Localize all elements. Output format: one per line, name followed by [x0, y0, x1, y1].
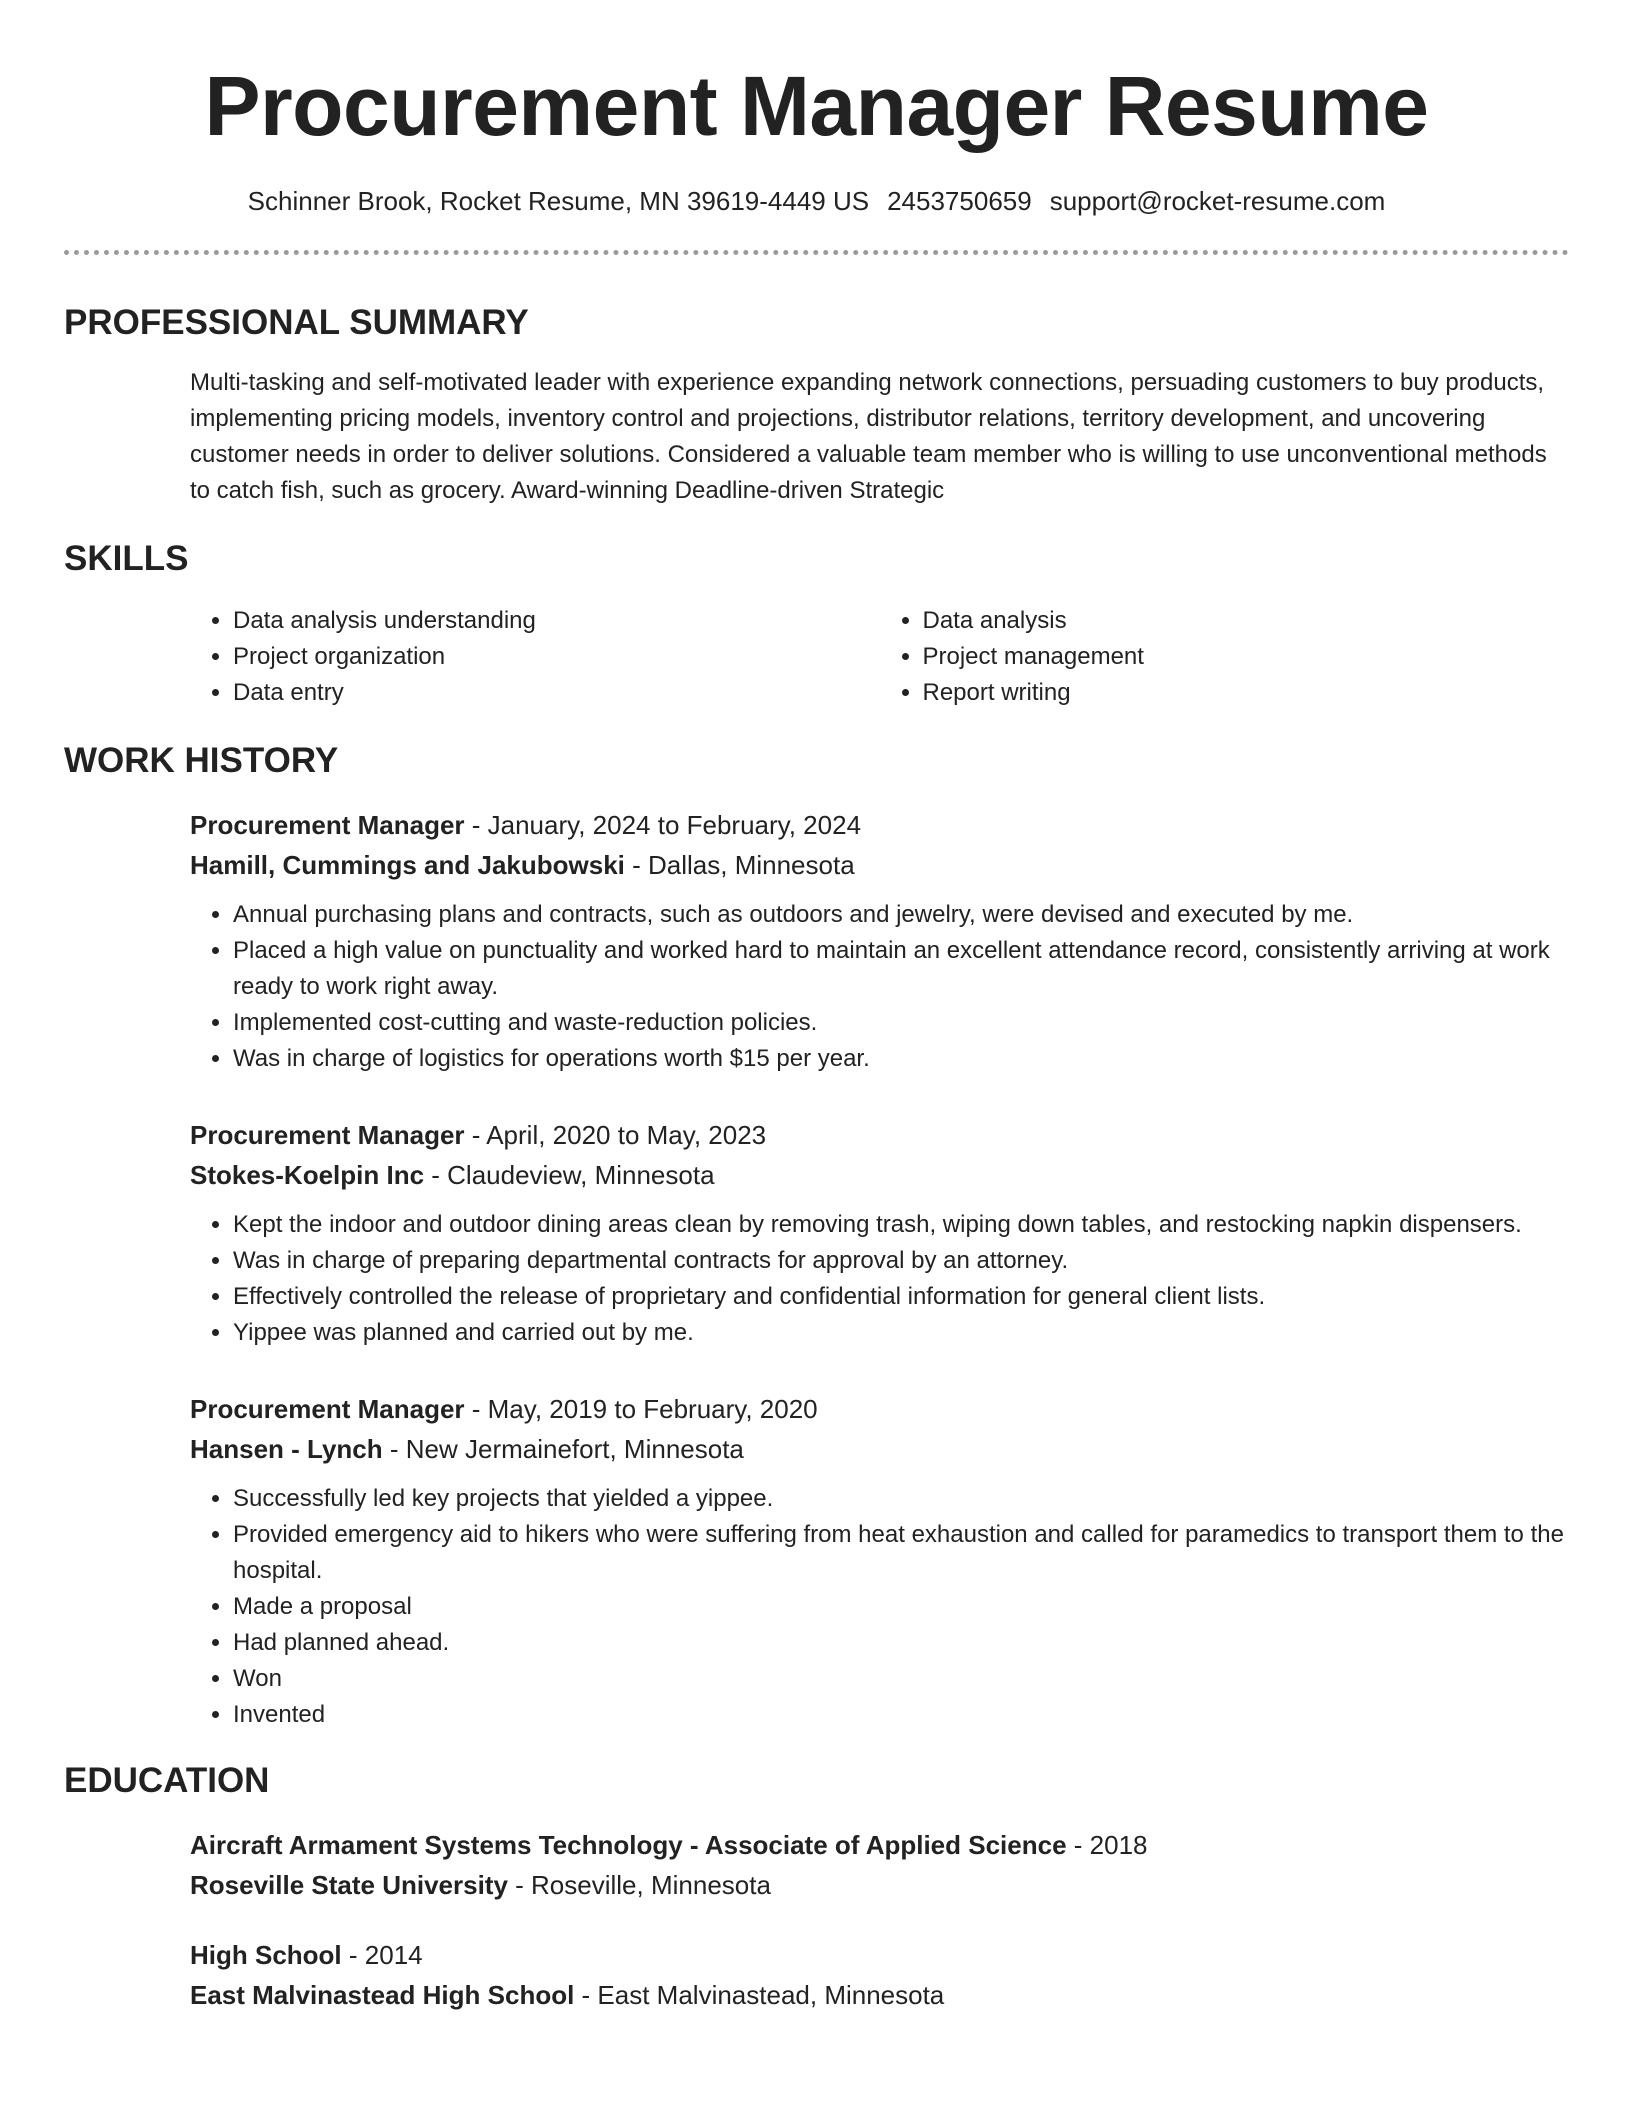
- job-bullets: [190, 1481, 1569, 1733]
- skill-item: • Data analysis understanding: [233, 603, 880, 639]
- separator: -: [382, 1434, 406, 1464]
- skill-item: • Project organization: [233, 639, 880, 675]
- job-location: Claudeview, Minnesota: [447, 1160, 715, 1190]
- job-company-line: [190, 1155, 1569, 1195]
- job-bullet: • Had planned ahead.: [233, 1625, 1569, 1661]
- job-entry: [190, 1115, 1569, 1351]
- contact-email: support@rocket-resume.com: [1049, 186, 1386, 216]
- summary-heading: PROFESSIONAL SUMMARY: [64, 303, 529, 342]
- separator: -: [464, 1394, 488, 1424]
- job-bullet: • Was in charge of preparing departmental contracts for approval by an attorney.: [233, 1243, 1569, 1279]
- separator: -: [1066, 1830, 1090, 1860]
- graduation-year: 2018: [1089, 1830, 1148, 1860]
- school-name: East Malvinastead High School: [190, 1980, 575, 2010]
- contact-line: [64, 186, 1569, 216]
- separator: -: [424, 1160, 448, 1190]
- skill-item: • Project management: [923, 639, 1570, 675]
- education-entry: [190, 1935, 1569, 2015]
- school-line: [190, 1975, 1569, 2015]
- job-location: New Jermainefort, Minnesota: [405, 1434, 744, 1464]
- job-title-line: [190, 1115, 1569, 1155]
- skills-heading: SKILLS: [64, 539, 189, 578]
- job-role: Procurement Manager: [190, 810, 465, 840]
- school-location: Roseville, Minnesota: [531, 1870, 771, 1900]
- job-bullet: • Kept the indoor and outdoor dining areas clean by removing trash, wiping down tables, and restocking napkin dispensers.: [233, 1207, 1569, 1243]
- separator: -: [574, 1980, 598, 2010]
- job-bullets: [190, 897, 1569, 1077]
- summary-text: Multi-tasking and self-motivated leader with experience expanding network connections, persuading customers to buy products, implementing pricing models, inventory control and projections, distributor relations, territory development, and uncovering customer needs in order to deliver solutions. Considered a valuable team member who is willing to use unconventional methods to catch fish, such as grocery. Award-winning Deadline-driven Strategic: [190, 369, 1547, 504]
- job-bullets: [190, 1207, 1569, 1351]
- skills-list-left: [190, 603, 880, 711]
- job-entry: [190, 805, 1569, 1077]
- job-bullet: • Annual purchasing plans and contracts, such as outdoors and jewelry, were devised and executed by me.: [233, 897, 1569, 933]
- job-bullet: • Implemented cost-cutting and waste-reduction policies.: [233, 1005, 1569, 1041]
- job-bullet: • Provided emergency aid to hikers who were suffering from heat exhaustion and called for paramedics to transport them to the hospital.: [233, 1517, 1569, 1589]
- school-location: East Malvinastead, Minnesota: [597, 1980, 945, 2010]
- skills-list-right: [880, 603, 1570, 711]
- separator: -: [341, 1940, 365, 1970]
- job-dates: April, 2020 to May, 2023: [486, 1120, 767, 1150]
- job-title-line: [190, 1389, 1569, 1429]
- graduation-year: 2014: [364, 1940, 423, 1970]
- contact-phone: 2453750659: [887, 186, 1032, 216]
- job-company: Hamill, Cummings and Jakubowski: [190, 850, 625, 880]
- job-dates: January, 2024 to February, 2024: [487, 810, 862, 840]
- skill-item: • Data analysis: [923, 603, 1570, 639]
- job-company-line: [190, 845, 1569, 885]
- degree-line: [190, 1825, 1569, 1865]
- job-role: Procurement Manager: [190, 1394, 465, 1424]
- separator: -: [464, 1120, 487, 1150]
- degree: High School: [190, 1940, 342, 1970]
- job-bullet: • Effectively controlled the release of proprietary and confidential information for general client lists.: [233, 1279, 1569, 1315]
- job-bullet: • Placed a high value on punctuality and worked hard to maintain an excellent attendance record, consistently arriving at work ready to work right away.: [233, 933, 1569, 1005]
- header-divider: [64, 250, 1569, 255]
- education-entry: [190, 1825, 1569, 1905]
- separator: -: [624, 850, 648, 880]
- job-bullet: • Was in charge of logistics for operations worth $15 per year.: [233, 1041, 1569, 1077]
- separator: -: [464, 810, 488, 840]
- education-heading: EDUCATION: [64, 1761, 270, 1800]
- job-bullet: • Yippee was planned and carried out by me.: [233, 1315, 1569, 1351]
- job-location: Dallas, Minnesota: [648, 850, 855, 880]
- job-role: Procurement Manager: [190, 1120, 465, 1150]
- job-company-line: [190, 1429, 1569, 1469]
- school-line: [190, 1865, 1569, 1905]
- job-bullet: • Won: [233, 1661, 1569, 1697]
- work-history-heading: WORK HISTORY: [64, 741, 339, 780]
- skill-item: • Report writing: [923, 675, 1570, 711]
- skills-grid: [190, 603, 1569, 711]
- resume-title: Procurement Manager Resume: [204, 59, 1429, 153]
- school-name: Roseville State University: [190, 1870, 508, 1900]
- job-dates: May, 2019 to February, 2020: [487, 1394, 818, 1424]
- contact-address: Schinner Brook, Rocket Resume, MN 39619-4449 US: [247, 186, 870, 216]
- job-company: Hansen - Lynch: [190, 1434, 383, 1464]
- job-bullet: • Invented: [233, 1697, 1569, 1733]
- degree-line: [190, 1935, 1569, 1975]
- job-entry: [190, 1389, 1569, 1733]
- skill-item: • Data entry: [233, 675, 880, 711]
- degree: Aircraft Armament Systems Technology - Associate of Applied Science: [190, 1830, 1067, 1860]
- job-bullet: • Made a proposal: [233, 1589, 1569, 1625]
- separator: -: [507, 1870, 532, 1900]
- job-title-line: [190, 805, 1569, 845]
- job-company: Stokes-Koelpin Inc: [190, 1160, 425, 1190]
- job-bullet: • Successfully led key projects that yielded a yippee.: [233, 1481, 1569, 1517]
